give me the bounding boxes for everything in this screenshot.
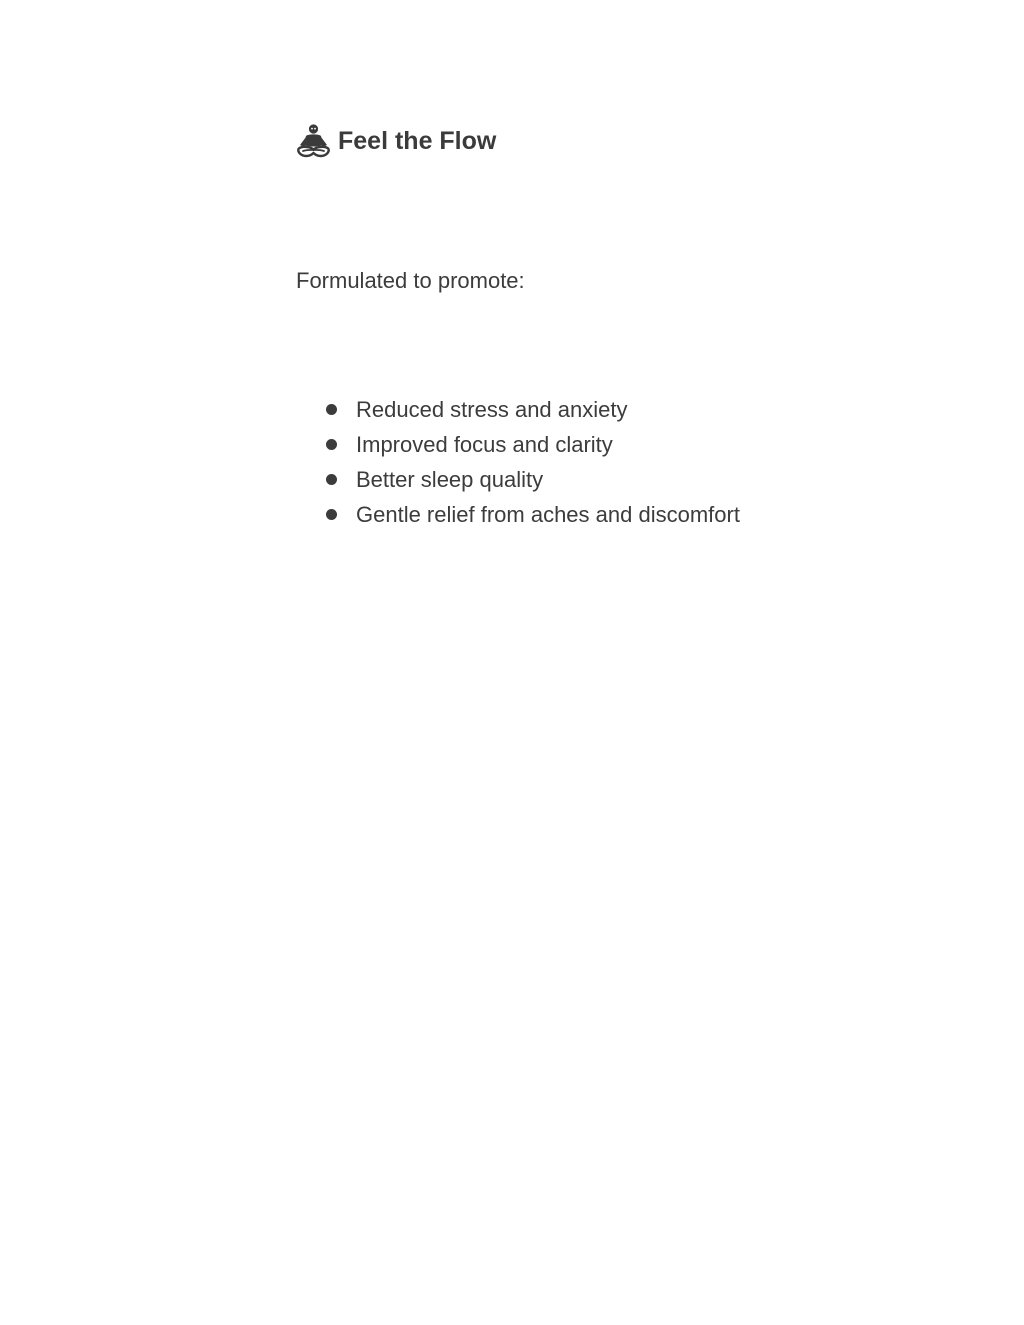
intro-text: Formulated to promote: — [296, 268, 525, 293]
list-item — [326, 427, 740, 462]
bullet-icon — [326, 439, 337, 450]
bullet-icon — [326, 474, 337, 485]
list-item — [326, 497, 740, 532]
list-item-text: Reduced stress and anxiety — [356, 397, 628, 422]
bullet-icon — [326, 404, 337, 415]
list-item — [326, 462, 740, 497]
meditation-person-icon — [297, 123, 330, 159]
list-item-text: Better sleep quality — [356, 467, 544, 492]
benefits-list — [326, 392, 740, 532]
list-item-text: Gentle relief from aches and discomfort — [356, 502, 740, 527]
bullet-icon — [326, 509, 337, 520]
list-item — [326, 392, 740, 427]
title-text: Feel the Flow — [338, 127, 497, 155]
page-title — [297, 121, 496, 161]
list-item-text: Improved focus and clarity — [356, 432, 613, 457]
